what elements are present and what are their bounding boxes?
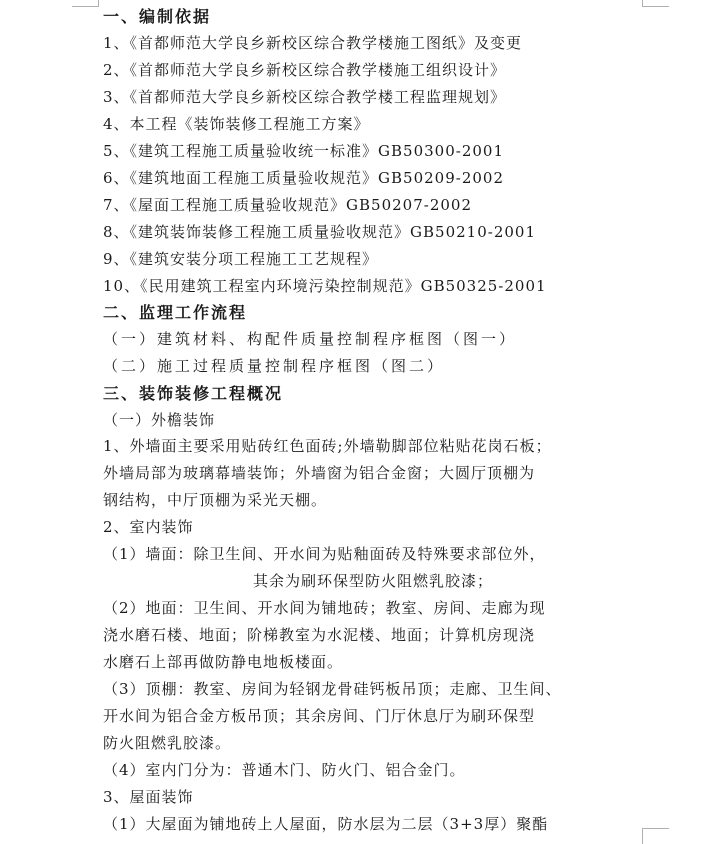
- paragraph-line: 水磨石上部再做防静电地板楼面。: [103, 653, 344, 671]
- paragraph-line: （4）室内门分为：普通木门、防火门、铝合金门。: [103, 761, 466, 779]
- crop-mark-bottom-right: [642, 828, 669, 844]
- basis-item-8: 8、《建筑装饰装修工程施工质量验收规范》GB50210-2001: [103, 223, 537, 241]
- basis-item-3: 3、《首都师范大学良乡新校区综合教学楼工程监理规划》: [103, 88, 507, 106]
- section-heading-basis: 一、编制依据: [103, 7, 212, 26]
- crop-mark-top-left: [72, 0, 99, 7]
- basis-item-6: 6、《建筑地面工程施工质量验收规范》GB50209-2002: [103, 169, 505, 187]
- basis-item-5: 5、《建筑工程施工质量验收统一标准》GB50300-2001: [103, 142, 505, 160]
- crop-mark-top-right: [642, 0, 669, 7]
- subheading-roof: 3、屋面装饰: [103, 788, 194, 806]
- basis-item-2: 2、《首都师范大学良乡新校区综合教学楼施工组织设计》: [103, 61, 507, 79]
- paragraph-line: （3）顶棚：教室、房间为轻钢龙骨硅钙板吊顶；走廊、卫生间、: [103, 680, 562, 698]
- paragraph-line: 1、外墙面主要采用贴砖红色面砖;外墙勒脚部位粘贴花岗石板；: [103, 437, 552, 455]
- basis-item-7: 7、《屋面工程施工质量验收规范》GB50207-2002: [103, 196, 473, 214]
- subheading-interior: 2、室内装饰: [103, 518, 194, 536]
- paragraph-line: （2）地面：卫生间、开水间为铺地砖；教室、房间、走廊为现: [103, 599, 546, 617]
- paragraph-line-centered: 其余为刷环保型防火阻燃乳胶漆；: [252, 572, 493, 590]
- paragraph-line: 浇水磨石楼、地面；阶梯教室为水泥楼、地面；计算机房现浇: [103, 626, 536, 644]
- basis-item-4: 4、本工程《装饰装修工程施工方案》: [103, 115, 370, 133]
- paragraph-line: （1）墙面：除卫生间、开水间为贴釉面砖及特殊要求部位外，: [103, 545, 546, 563]
- workflow-item-2: （二）施工过程质量控制程序框图（图二）: [103, 357, 446, 375]
- workflow-item-1: （一）建筑材料、构配件质量控制程序框图（图一）: [103, 330, 518, 348]
- paragraph-line: 钢结构，中厅顶棚为采光天棚。: [103, 491, 328, 509]
- basis-item-10: 10、《民用建筑工程室内环境污染控制规范》GB50325-2001: [103, 277, 547, 295]
- paragraph-line: 开水间为铝合金方板吊顶；其余房间、门厅休息厅为刷环保型: [103, 707, 536, 725]
- paragraph-line: 外墙局部为玻璃幕墙装饰；外墙窗为铝合金窗；大圆厅顶棚为: [103, 464, 536, 482]
- paragraph-line: 防火阻燃乳胶漆。: [103, 734, 232, 752]
- section-heading-workflow: 二、监理工作流程: [103, 303, 248, 322]
- basis-item-1: 1、《首都师范大学良乡新校区综合教学楼施工图纸》及变更: [103, 34, 523, 52]
- paragraph-line: （1）大屋面为铺地砖上人屋面，防水层为二层（3+3厚）聚酯: [103, 815, 549, 833]
- section-heading-overview: 三、装饰装修工程概况: [103, 384, 284, 403]
- subheading-exterior: （一）外檐装饰: [103, 411, 216, 429]
- basis-item-9: 9、《建筑安装分项工程施工工艺规程》: [103, 250, 379, 268]
